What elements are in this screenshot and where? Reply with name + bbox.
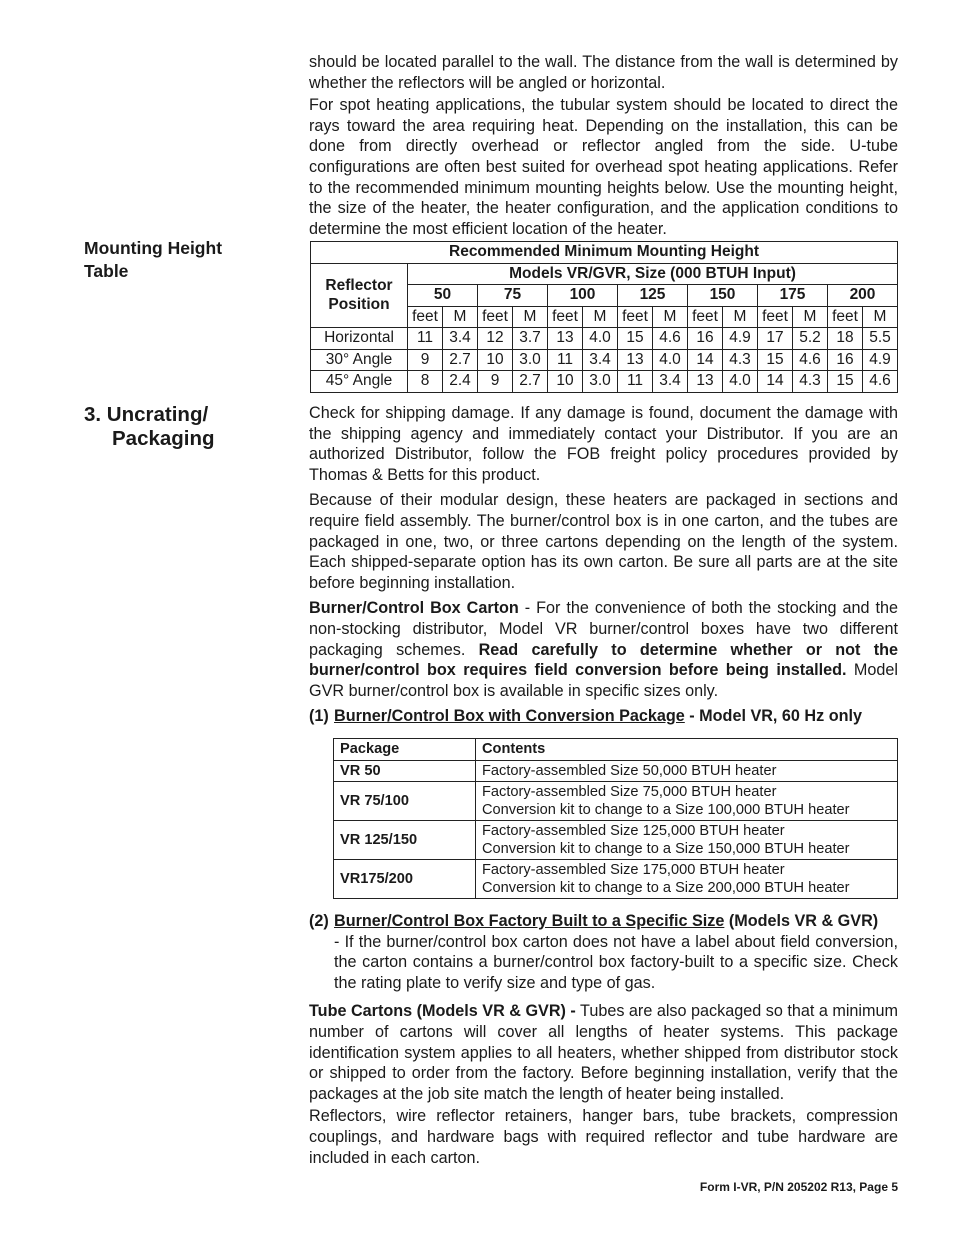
table-row: VR 50 Factory-assembled Size 50,000 BTUH heater <box>334 760 898 782</box>
unit-feet: feet <box>548 306 583 328</box>
intro-text <box>309 52 898 239</box>
item-1-title: (1) Burner/Control Box with Conversion Package - Model VR, 60 Hz only <box>309 707 862 726</box>
unit-feet: feet <box>618 306 653 328</box>
table-row: VR175/200 Factory-assembled Size 175,000 BTUH heater Conversion kit to change to a Size 200,000 BTUH heater <box>334 860 898 899</box>
paragraph: Check for shipping damage. If any damage is found, document the damage with the shipping agency and immediately contact your Distributor. If you are an authorized Distributor, follow the FOB freight policy procedures provided by Thomas & Betts for this product. <box>309 404 898 484</box>
unit-m: M <box>583 306 618 328</box>
unit-feet: feet <box>688 306 723 328</box>
unit-feet: feet <box>478 306 513 328</box>
intro-paragraph-2: For spot heating applications, the tubular system should be located to direct the rays toward the area requiring heat. Depending on the installation, this can be done from directly overhead or reflector angled from the side. U-tube configurations are often best suited for overhead spot heating applications. Refer to the recommended minimum mounting heights below. Use the mounting height, the size of the heater, the heater configuration, and the application conditions to determine the most efficient location of the heater. <box>309 96 898 238</box>
size-header: 75 <box>478 285 548 307</box>
paragraph: Because of their modular design, these heaters are packaged in sections and require field assembly. The burner/control box is in one carton, and the tubes are packaged in one, two, or three cartons depending on the length of the system. Each shipped-separate option has its own carton. Be sure all parts are at the site before beginning installation. <box>309 491 898 592</box>
unit-m: M <box>443 306 478 328</box>
unit-m: M <box>793 306 828 328</box>
unit-feet: feet <box>408 306 443 328</box>
unit-m: M <box>863 306 898 328</box>
size-header: 125 <box>618 285 688 307</box>
table-row: Horizontal 11 3.4 12 3.7 13 4.0 15 4.6 16 4.9 17 5.2 18 5.5 <box>311 328 898 350</box>
contents-header: Contents <box>476 738 898 760</box>
position-cell: 45° Angle <box>311 371 408 393</box>
paragraph: Reflectors, wire reflector retainers, hanger bars, tube brackets, compression couplings, and hardware bags with required reflector and tube hardware are included in each carton. <box>309 1107 898 1167</box>
position-cell: Horizontal <box>311 328 408 350</box>
size-header: 100 <box>548 285 618 307</box>
position-cell: 30° Angle <box>311 349 408 371</box>
unit-m: M <box>723 306 758 328</box>
page-footer: Form I-VR, P/N 205202 R13, Page 5 <box>699 1180 898 1194</box>
unit-feet: feet <box>828 306 863 328</box>
item-2: (2) Burner/Control Box Factory Built to a Specific Size (Models VR & GVR) - If the burner/control box carton does not have a label about field conversion, the carton contains a burner/control box factory-built to a specific size. Check the rating plate to verify size and type of gas. <box>309 912 898 992</box>
section-3-body <box>309 403 898 1168</box>
models-header: Models VR/GVR, Size (000 BTUH Input) <box>408 263 898 285</box>
package-table <box>333 738 898 899</box>
table-row: 30° Angle 9 2.7 10 3.0 11 3.4 13 4.0 14 4.3 15 4.6 16 4.9 <box>311 349 898 371</box>
size-header: 200 <box>828 285 898 307</box>
unit-m: M <box>513 306 548 328</box>
burner-carton-paragraph: Burner/Control Box Carton - For the convenience of both the stocking and the non-stocking distributor, Model VR burner/control boxes have two different packaging schemes. Read carefully to determine whether or not the burner/control box requires field conversion before being installed. Model GVR burner/control box is available in specific sizes only. <box>309 599 898 700</box>
table-row: 45° Angle 8 2.4 9 2.7 10 3.0 11 3.4 13 4.0 14 4.3 15 4.6 <box>311 371 898 393</box>
reflector-position-header: Reflector Position <box>311 263 408 328</box>
mounting-height-table <box>310 241 898 393</box>
unit-feet: feet <box>758 306 793 328</box>
size-header: 50 <box>408 285 478 307</box>
package-header: Package <box>334 738 476 760</box>
table-title: Recommended Minimum Mounting Height <box>311 242 898 264</box>
section-3-heading: 3. Uncrating/ Packaging <box>84 403 215 450</box>
tube-cartons-paragraph: Tube Cartons (Models VR & GVR) - Tubes are also packaged so that a minimum number of cartons will cover all lengths of heater systems. This package identification system applies to all heaters, whether shipped from distributor stock or shipped to order from the factory. Before beginning installation, verify that the packages at the job site match the length of heater being installed. <box>309 1002 898 1103</box>
mounting-height-heading: Mounting Height Table <box>84 238 223 281</box>
unit-m: M <box>653 306 688 328</box>
intro-paragraph-1: should be located parallel to the wall. The distance from the wall is determined by whether the reflectors will be angled or horizontal. <box>309 53 898 92</box>
table-row: VR 75/100 Factory-assembled Size 75,000 BTUH heater Conversion kit to change to a Size 100,000 BTUH heater <box>334 782 898 821</box>
table-row: VR 125/150 Factory-assembled Size 125,000 BTUH heater Conversion kit to change to a Size 150,000 BTUH heater <box>334 821 898 860</box>
size-header: 150 <box>688 285 758 307</box>
package-table-header <box>334 738 898 760</box>
size-header: 175 <box>758 285 828 307</box>
